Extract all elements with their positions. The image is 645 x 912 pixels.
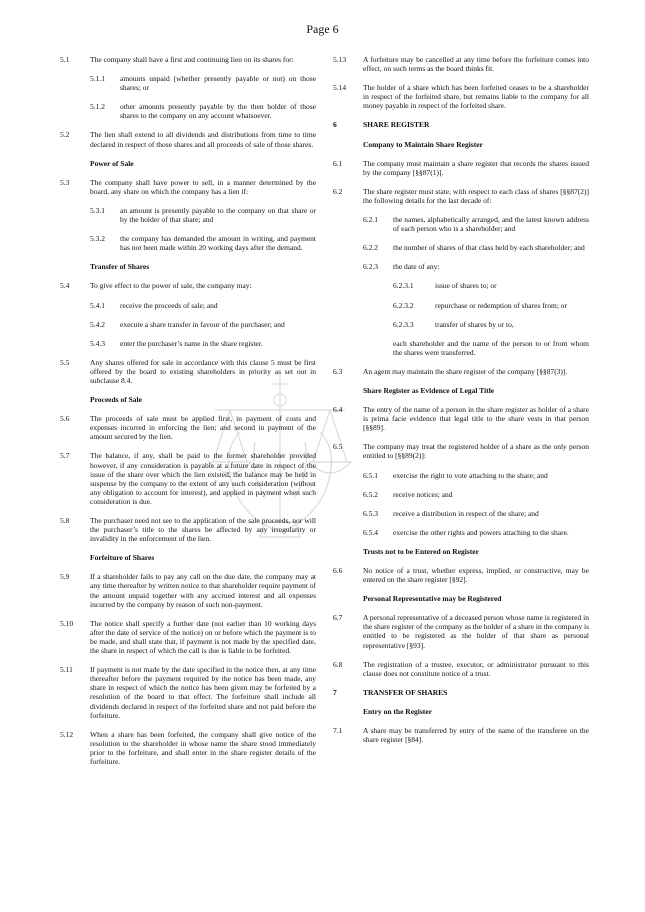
heading-transfer-of-shares: Transfer of Shares [90,262,150,272]
clause-5-1-1 [90,74,316,92]
heading-forfeiture-of-shares: Forfeiture of Shares [90,553,155,563]
clause-text: execute a share transfer in favour of the purchaser; and [120,319,285,329]
heading-power-of-sale: Power of Sale [90,158,134,168]
clause-6-2-2 [363,243,589,252]
clause-number: 6.2.3.2 [393,300,414,310]
clause-number: 6.5 [333,442,343,452]
clause-6-2-3 [363,262,589,271]
clause-number: 6.4 [333,405,343,415]
clause-number: 6.2.3.3 [393,319,414,329]
clause-number: 5.9 [60,572,70,582]
clause-text: an amount is presently payable to the company on that share or by the holder of that share; and [120,205,316,225]
clause-5-8 [60,516,316,543]
clause-6-5-2 [363,490,589,499]
clause-text: the date of any: [393,262,440,272]
clause-5-4-1 [90,301,316,310]
clause-number: 6.5.3 [363,508,378,518]
clause-text: The lien shall extend to all dividends and distributions from time to time declared in respect of those shares and all proceeds of sale of those shares. [90,130,316,149]
heading-trusts: Trusts not to be Entered on Register [363,546,479,556]
clause-text: other amounts presently payable by the then holder of those shares to the company on any account whatsoever. [120,102,316,121]
clause-text: The proceeds of sale must be applied first, in payment of costs and expenses incurred in enforcing the lien; and second in payment of the amount secured by the lien. [90,414,316,442]
clause-number: 5.4.2 [90,319,105,329]
clause-5-13 [333,55,589,73]
clause-6-2 [333,187,589,205]
clause-text: repurchase or redemption of shares from; or [435,300,568,310]
clause-5-7 [60,451,316,506]
clause-text: The notice shall specify a further date (not earlier than 10 working days after the date of service of the notice) on or before which the payment is to be made, and shall state that, if payment is not made by the specified date, the share in respect of which the call is due is liable to be forfeited. [90,618,316,656]
clause-6-2-3-3 [393,320,589,329]
clause-number: 6.5.2 [363,489,378,499]
clause-number: 6.8 [333,659,343,669]
clause-number: 6.6 [333,566,343,575]
clause-number: 6.2.1 [363,215,378,225]
left-column [60,55,316,776]
clause-6-2-3-2 [393,301,589,310]
clause-number: 6.2.3 [363,262,378,272]
clause-number: 5.3.2 [90,234,105,244]
clause-text: A personal representative of a deceased person whose name is registered in the share register of the company as the holder of a share in the company is entitled to be registered as the holder of that share as personal representative [§93]. [363,613,589,650]
page-number: Page 6 [306,22,339,36]
clause-5-9 [60,572,316,608]
clause-number: 6.2 [333,186,343,196]
clause-5-3 [60,178,316,196]
clause-number: 5.3.1 [90,205,105,215]
clause-5-12 [60,730,316,766]
clause-5-14 [333,83,589,110]
clause-number: 5.14 [333,83,347,93]
clause-text: The holder of a share which has been forfeited ceases to be a shareholder in respect of the forfeited share, but remains liable to the company for all money payable in respect of the forfeited share. [363,83,589,111]
clause-text: the names, alphabetically arranged, and the latest known address of each person who is a shareholder; and [393,215,589,234]
clause-6-5-4 [363,528,589,537]
clause-text: receive notices; and [393,489,453,499]
clause-number: 6.2.3.1 [393,281,414,291]
clause-text: exercise the other rights and powers attaching to the share. [393,527,569,537]
clause-5-2 [60,130,316,148]
clause-text: enter the purchaser’s name in the share register. [120,338,263,348]
clause-number: 5.6 [60,414,70,424]
clause-text: If a shareholder fails to pay any call on the due date, the company may at any time thereafter by written notice to that shareholder require payment of the amount unpaid together with any accrued interest and all expenses incurred by the company by reason of such non-payment. [90,572,316,609]
clause-text: A share may be transferred by entry of the name of the transferee on the share register [§84]. [363,726,589,745]
clause-5-11 [60,665,316,720]
clause-number: 5.1.1 [90,74,105,84]
clause-6-3 [333,367,589,376]
clause-5-4-2 [90,320,316,329]
section-number: 7 [333,687,337,697]
clause-number: 6.2.2 [363,243,378,253]
clause-6-1 [333,159,589,177]
heading-personal-representative: Personal Representative may be Registered [363,594,502,604]
clause-number: 5.4 [60,281,70,291]
clause-5-6 [60,414,316,441]
clause-text: the company has demanded the amount in writing, and payment has not been made within 20 working days after the demand. [120,234,316,253]
clause-text: The registration of a trustee, executor, or administrator pursuant to this clause does not constitute notice of a trust. [363,659,589,678]
clause-number: 7.1 [333,726,343,736]
clause-text: The company shall have a first and continuing lien on its shares for: [90,55,294,64]
clause-text: The share register must state, with respect to each class of shares [§§87(2)] the following details for the last decade of: [363,186,589,205]
clause-5-5 [60,358,316,385]
clause-6-2-1 [363,215,589,233]
clause-number: 6.3 [333,366,343,376]
section-6-heading [333,120,589,129]
clause-6-4 [333,405,589,432]
clause-6-7 [333,613,589,649]
clause-5-4 [60,281,316,290]
clause-number: 6.7 [333,613,343,623]
clause-number: 5.3 [60,177,70,187]
right-column [333,55,589,754]
clause-6-5-3 [363,509,589,518]
clause-6-2-3-continuation: each shareholder and the name of the person to or from whom the shares were transferred. [393,338,589,357]
clause-text: When a share has been forfeited, the company shall give notice of the resolution to the shareholder in whose name the share stood immediately prior to the forfeiture, and shall enter in the share register details of the forfeiture. [90,729,316,766]
clause-text: The company may treat the registered holder of a share as the only person entitled to [§§89(2)]: [363,442,589,461]
section-title: TRANSFER OF SHARES [363,687,448,697]
clause-number: 5.4.1 [90,300,105,310]
clause-text: If payment is not made by the date specified in the notice then, at any time thereafter before the payment required by the notice has been made, any share in respect of which the notice has been given may be forfeited by a resolution of the board to that effect. The forfeiture shall include all dividends declared in respect of the forfeited share and not paid before the forfeiture. [90,665,316,720]
clause-text: The company shall have power to sell, in a manner determined by the board, any share on which the company has a lien if: [90,177,316,196]
clause-text: transfer of shares by or to, [435,319,514,329]
heading-proceeds-of-sale: Proceeds of Sale [90,395,142,405]
clause-number: 5.13 [333,55,347,64]
section-number: 6 [333,120,337,130]
clause-number: 6.5.4 [363,527,378,537]
clause-5-3-2 [90,234,316,252]
clause-number: 6.5.1 [363,470,378,480]
clause-text: receive the proceeds of sale; and [120,300,218,310]
heading-maintain-register: Company to Maintain Share Register [363,139,483,149]
clause-text: exercise the right to vote attaching to the share; and [393,470,548,480]
clause-text: A forfeiture may be cancelled at any time before the forfeiture comes into effect, on such terms as the board thinks fit. [363,55,589,74]
clause-number: 5.8 [60,516,70,525]
clause-7-1 [333,726,589,744]
clause-6-6 [333,566,589,584]
clause-number: 5.4.3 [90,338,105,348]
clause-number: 5.5 [60,357,70,367]
clause-6-5-1 [363,471,589,480]
clause-text: the number of shares of that class held by each shareholder; and [393,243,585,253]
clause-text: An agent may maintain the share register of the company [§§87(3)]. [363,366,568,376]
clause-text: The company must maintain a share register that records the shares issued by the company [§§87(1)]. [363,158,589,177]
heading-entry-on-register: Entry on the Register [363,706,432,716]
clause-number: 5.10 [60,618,74,628]
clause-text: To give effect to the power of sale, the company may: [90,281,252,291]
heading-evidence-of-title: Share Register as Evidence of Legal Title [363,385,495,395]
clause-5-10 [60,619,316,655]
clause-number: 5.11 [60,665,73,675]
section-title: SHARE REGISTER [363,120,430,130]
clause-number: 5.1 [60,55,70,64]
clause-5-3-1 [90,206,316,224]
section-7-heading [333,688,589,697]
clause-text: receive a distribution in respect of the share; and [393,508,539,518]
clause-6-2-3-1 [393,281,589,290]
clause-number: 5.2 [60,130,70,140]
clause-text: The purchaser need not see to the application of the sale proceeds, nor will the purchaser’s title to the shares be affected by any irregularity or invalidity in the enforcement of the lien. [90,516,316,544]
clause-number: 5.12 [60,729,74,739]
clause-number: 6.1 [333,158,343,168]
clause-text: issue of shares to; or [435,281,497,291]
clause-text: amounts unpaid (whether presently payable or not) on those shares; or [120,74,316,93]
clause-6-8 [333,660,589,678]
clause-number: 5.7 [60,451,70,461]
clause-number: 5.1.2 [90,102,105,112]
clause-text: The entry of the name of a person in the share register as holder of a share is prima facie evidence that legal title to the share vests in that person [§§89]. [363,405,589,433]
clause-text: Any shares offered for sale in accordance with this clause 5 must be first offered by the board to existing shareholders in priority as set out in subclause 8.4. [90,357,316,385]
clause-6-5 [333,442,589,460]
clause-text: The balance, if any, shall be paid to the former shareholder provided however, if any consideration is payable at a future date in respect of the issue of the share over which the lien existed, the balance may be held in suspense by the company to the extent of any such consideration (without any obligation to account for interest), and applied in payment when such consideration is due. [90,451,316,506]
clause-5-4-3 [90,339,316,348]
clause-text: No notice of a trust, whether express, implied, or constructive, may be entered on the share register [§92]. [363,566,589,585]
clause-5-1-2 [90,102,316,120]
clause-5-1 [60,55,316,64]
